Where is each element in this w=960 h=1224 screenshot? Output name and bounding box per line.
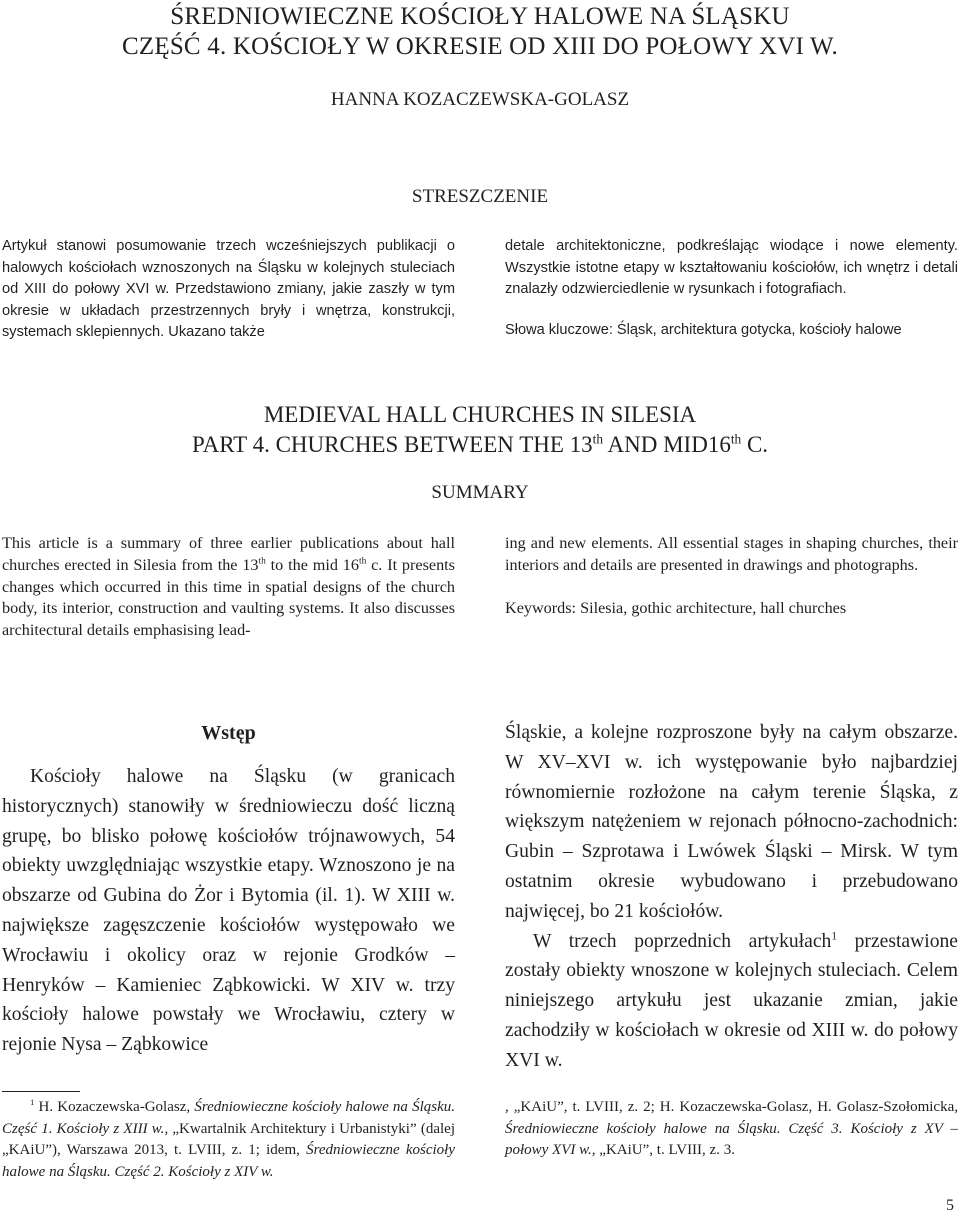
title-english-line2-text: PART 4. CHURCHES BETWEEN THE 13 [191, 432, 593, 457]
footnote-italic-title: Średniowieczne kościoły halowe na Śląsku. Część 3. Kościoły z XV – połowy XVI w. [505, 1120, 958, 1159]
superscript: th [730, 431, 742, 447]
footnote-italic-title: Średniowieczne kościoły halowe na Śląsku. Część 2. Kościoły z XIV w. [2, 1142, 456, 1180]
footnote-text-col2 [505, 1097, 958, 1162]
superscript: th [258, 556, 266, 567]
summary-text-fragment: This article is a summary of three earlier publications about hall churches erected in Silesia from the 13 [2, 534, 455, 574]
streszczenie-keywords: Słowa kluczowe: Śląsk, architektura gotycka, kościoły halowe [505, 321, 902, 338]
summary-heading: SUMMARY [431, 482, 529, 503]
title-polish-line2: CZĘŚĆ 4. KOŚCIOŁY W OKRESIE OD XIII DO POŁOWY XVI W. [122, 33, 838, 60]
title-english-line1: MEDIEVAL HALL CHURCHES IN SILESIA [263, 402, 697, 427]
footnote-italic-title: Średniowieczne kościoły halowe na Śląsku. Część 1. Kościoły z XIII w. [2, 1099, 455, 1137]
footnote-text-col1 [2, 1097, 455, 1183]
summary-text-col1 [2, 533, 455, 642]
title-polish-line1: ŚREDNIOWIECZNE KOŚCIOŁY HALOWE NA ŚLĄSKU [170, 3, 790, 30]
streszczenie-heading: STRESZCZENIE [411, 186, 549, 207]
streszczenie-text-col1: Artykuł stanowi posumowanie trzech wcześniejszych publikacji o halowych kościołach wznoszonych na Śląsku w kolejnych stuleciach od XIII do połowy XVI w. Przedstawiono zmiany, jakie zaszły w tym okresie w układach przestrzennych bryły i wnętrza, konstrukcji, systemach sklepiennych. Ukazano także [2, 238, 455, 341]
title-english-line2-text: AND MID16 [603, 432, 731, 457]
superscript: th [592, 431, 604, 447]
title-polish [0, 2, 960, 62]
summary-col2 [505, 533, 958, 619]
summary-keywords: Keywords: Silesia, gothic architecture, hall churches [505, 598, 847, 617]
body-text-fragment: W trzech poprzednich artykułach [533, 930, 832, 952]
footnote-text-fragment: , „KAiU”, t. LVIII, z. 3. [591, 1142, 735, 1159]
footnote-rule [2, 1091, 80, 1092]
footnote-reference[interactable]: 1 [831, 930, 838, 943]
section-heading: Wstęp [201, 722, 256, 744]
footnote-col2 [505, 1097, 958, 1162]
body-text-fragment: przestawione zostały obiekty wnoszone w kolejnych stuleciach. Celem niniejszego artykułu jest ukazanie zmian, jakie zachodziły w kościołach w okresie od XIII w. do połowy XVI w. [505, 930, 958, 1071]
footnote-col1 [2, 1097, 455, 1183]
footnote-text-fragment: , „Kwartalnik Architektury i Urbanistyki” (dalej „KAiU”), Warszawa 2013, t. LVIII, z. 1; idem, [2, 1120, 455, 1159]
summary-text-fragment: c. It presents changes which occurred in this time in spatial designs of the church body, its interior, construction and vaulting systems. It also discusses architectural details emphasising lead- [2, 555, 455, 640]
body-paragraph: Śląskie, a kolejne rozproszone były na całym obszarze. W XV–XVI w. ich występowanie było najbardziej równomiernie rozłożone na całym terenie Śląska, z większym natężeniem w rejonach północno-zachodnich: Gubin – Szprotawa i Lwówek Śląski – Mirsk. W tym ostatnim okresie wybudowano i przebudowano najwięcej, bo 21 kościołów. [505, 722, 958, 922]
superscript: th [358, 556, 367, 567]
footnote-text-fragment: , „KAiU”, t. LVIII, z. 2; H. Kozaczewska-Golasz, H. Golasz-Szołomicka, [505, 1099, 958, 1115]
title-english-line2-text: C. [741, 432, 769, 457]
streszczenie-col1 [2, 236, 455, 344]
body-paragraph: Kościoły halowe na Śląsku (w granicach historycznych) stanowiły w średniowieczu dość liczną grupę, bo blisko połowę kościołów trójnawowych, 54 obiekty uwzględniając wszystkie etapy. Wznoszono je na obszarze od Gubina do Żor i Bytomia (il. 1). W XIII w. największe zagęszczenie kościołów występowało we Wrocławiu i okolicy oraz w rejonie Grodków – Henryków – Kamieniec Ząbkowicki. W XIV w. trzy kościoły halowe powstały we Wrocławiu, cztery w rejonie Nysa – Ząbkowice [2, 766, 455, 1056]
summary-col1 [2, 533, 455, 642]
body-col1 [2, 762, 455, 1060]
summary-text-fragment: to the mid 16 [265, 555, 359, 574]
streszczenie-col2 [505, 236, 958, 341]
title-english [0, 400, 960, 460]
footnote-marker: 1 [30, 1097, 35, 1107]
page-number: 5 [946, 1197, 954, 1214]
streszczenie-text-col2: detale architektoniczne, podkreślając wiodące i nowe elementy. Wszystkie istotne etapy w kształtowaniu kościołów, ich wnętrz i detali znalazły odzwierciedlenie w rysunkach i fotografiach. [505, 238, 958, 298]
footnote-text-fragment: H. Kozaczewska-Golasz, [34, 1099, 195, 1115]
body-paragraph [505, 927, 958, 1076]
body-col2 [505, 718, 958, 1076]
author-name: HANNA KOZACZEWSKA-GOLASZ [330, 89, 630, 110]
summary-text-col2: ing and new elements. All essential stages in shaping churches, their interiors and details are presented in drawings and photographs. [505, 534, 958, 574]
title-english-line2 [0, 430, 960, 460]
